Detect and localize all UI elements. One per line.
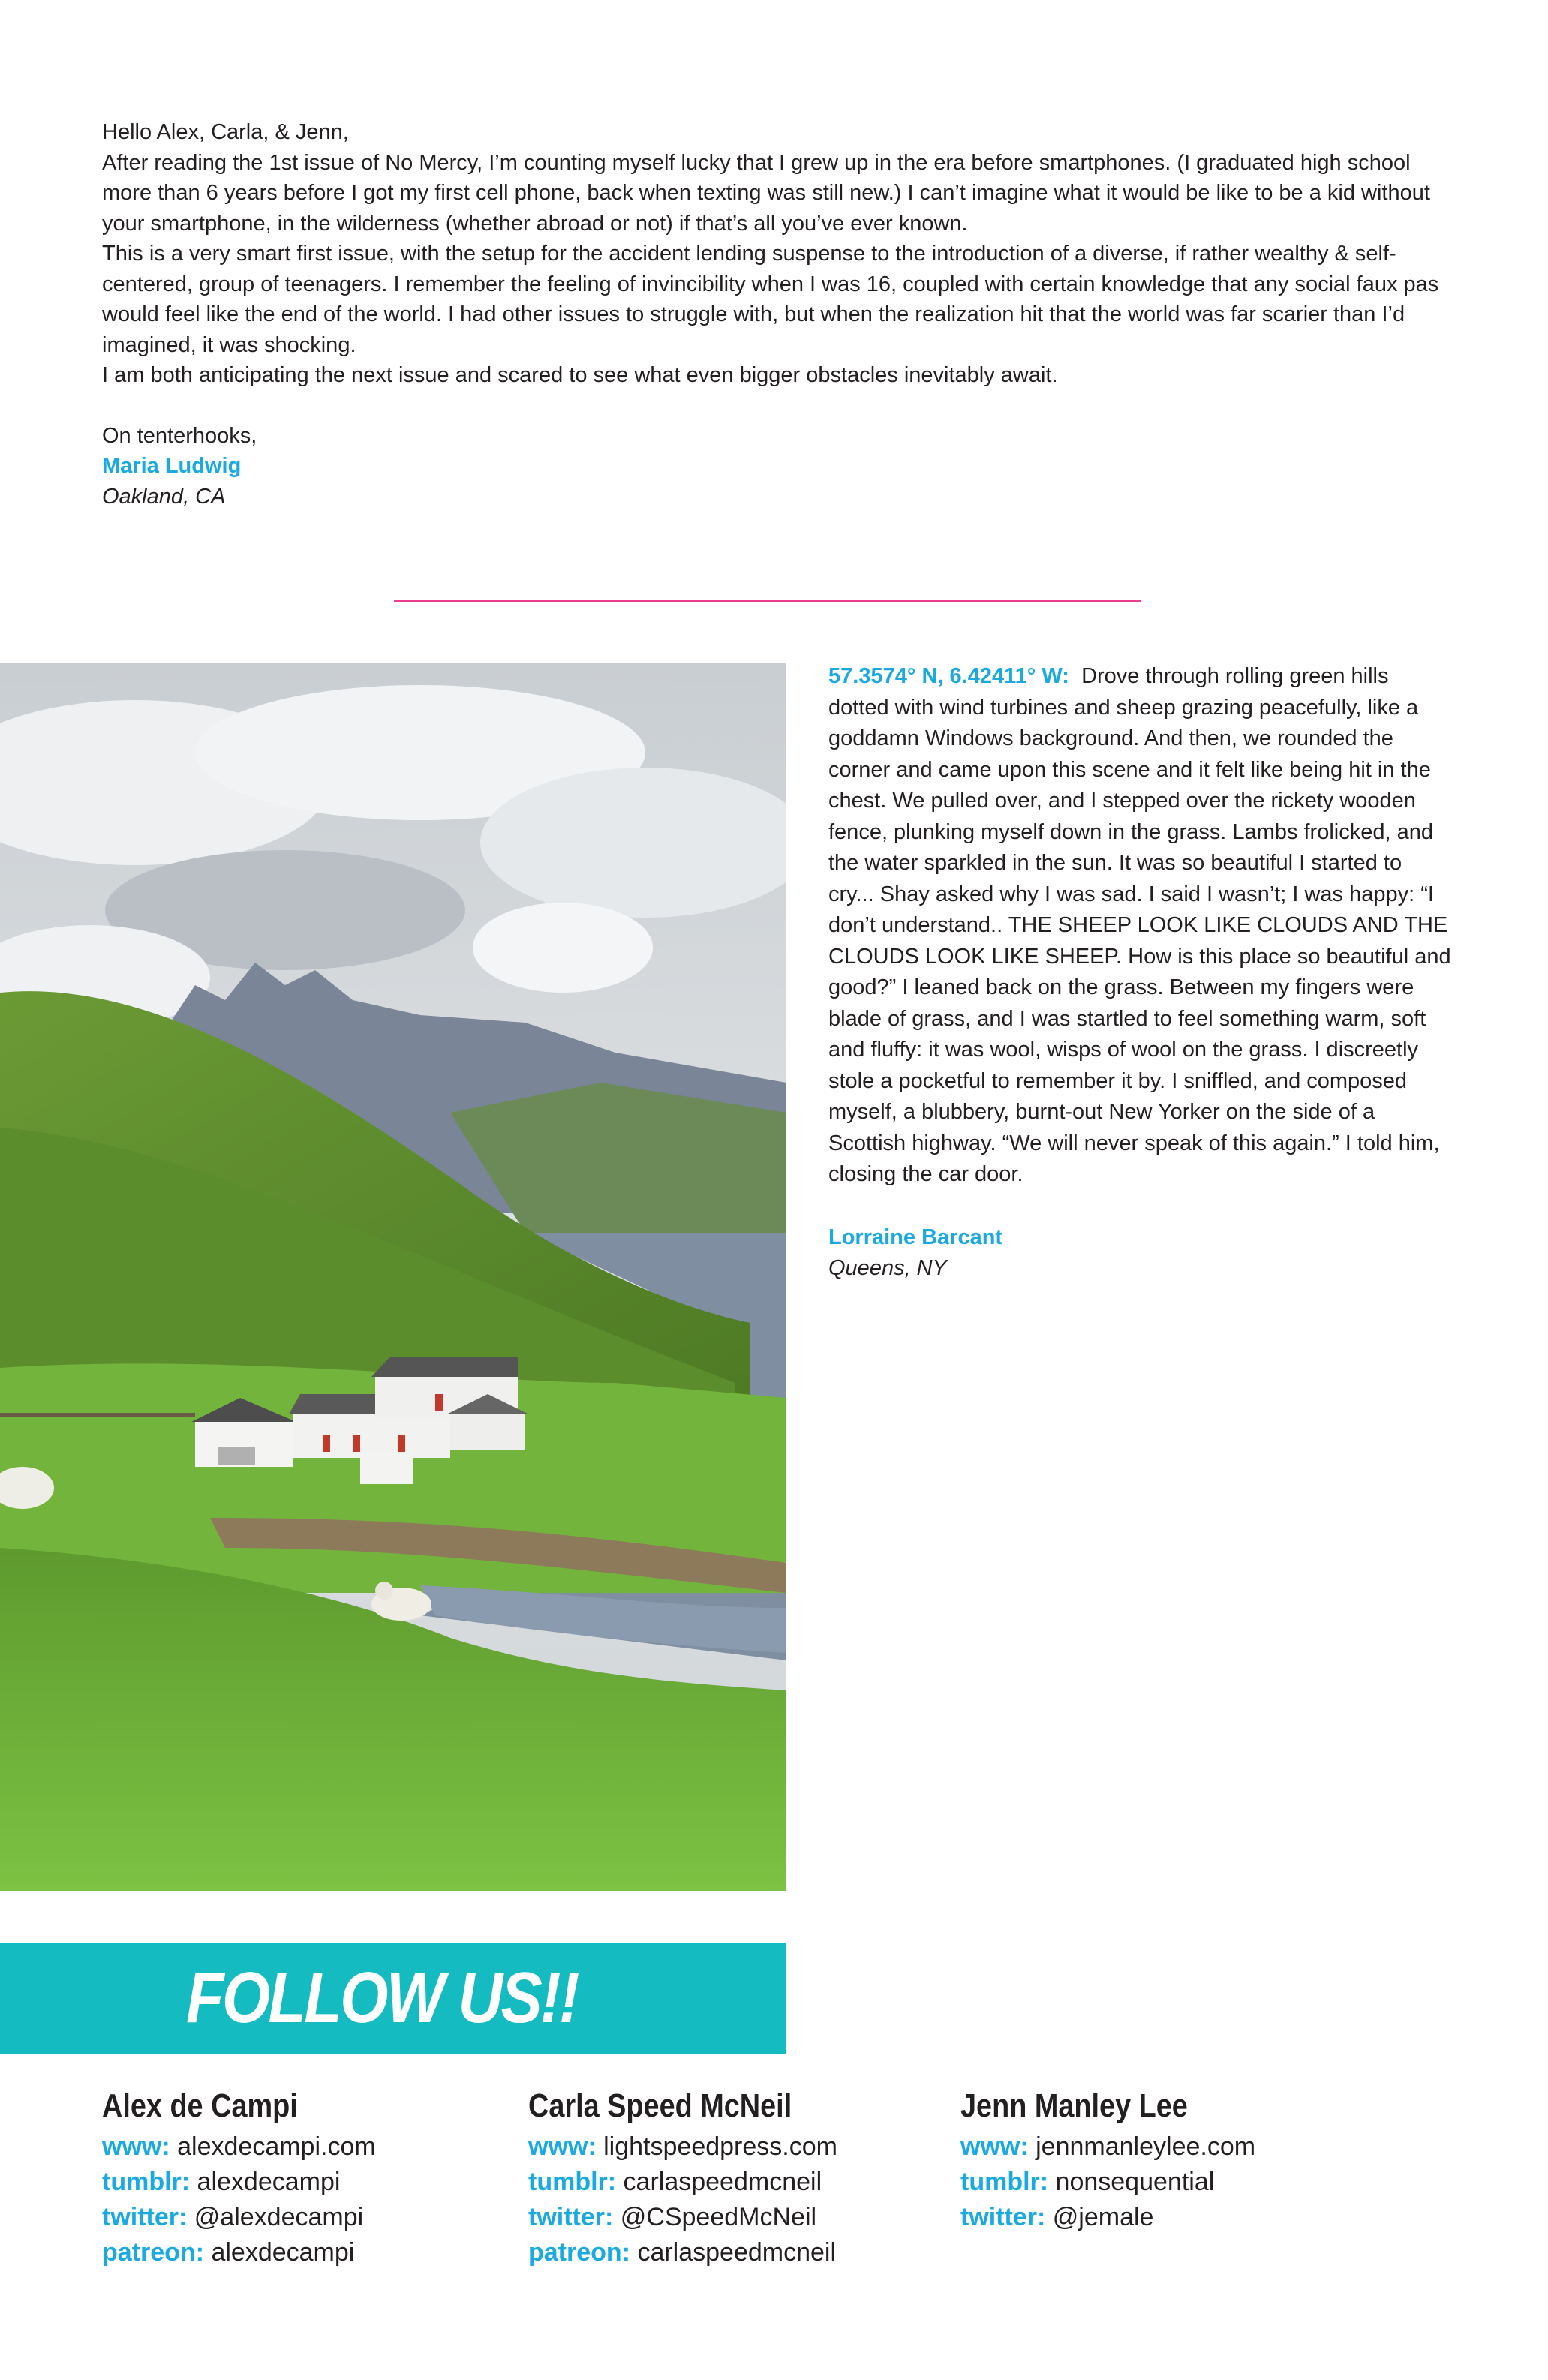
link-www[interactable]: www: lightspeedpress.com (528, 2132, 837, 2161)
story-author: Lorraine Barcant (828, 1225, 1003, 1249)
link-twitter[interactable]: twitter: @alexdecampi (102, 2203, 364, 2231)
link-twitter[interactable]: twitter: @jemale (960, 2203, 1154, 2231)
creator-name: Jenn Manley Lee (960, 2087, 1188, 2124)
link-www[interactable]: www: jennmanleylee.com (960, 2132, 1256, 2161)
creator-name: Alex de Campi (102, 2087, 298, 2124)
spacer (102, 391, 1445, 421)
landscape-photo (0, 663, 786, 1891)
spacer (828, 1191, 1451, 1222)
reader-letter (102, 117, 1445, 512)
letter-paragraph: After reading the 1st issue of No Mercy, I’m counting myself lucky that I grew up in the era before smartphones. (I graduated high school more than 6 years before I got my first cell phone, back when texting was still new.) I can’t imagine what it would be like to be a kid without your smartphone, in the wilderness (whether abroad or not) if that’s all you’ve ever known. (102, 150, 1430, 236)
section-divider (394, 600, 1141, 602)
link-tumblr[interactable]: tumblr: carlaspeedmcneil (528, 2168, 822, 2196)
link-www[interactable]: www: alexdecampi.com (102, 2132, 376, 2161)
link-patreon[interactable]: patreon: alexdecampi (102, 2238, 355, 2267)
letter-closing: On tenterhooks, (102, 423, 257, 448)
letter-author: Maria Ludwig (102, 454, 242, 478)
link-patreon[interactable]: patreon: carlaspeedmcneil (528, 2238, 837, 2267)
reader-story (828, 661, 1451, 1285)
letter-paragraph: I am both anticipating the next issue and scared to see what even bigger obstacles inevitably await. (102, 363, 1058, 387)
follow-banner (0, 1943, 786, 2054)
letter-paragraph: This is a very smart first issue, with the setup for the accident lending suspense to the introduction of a diverse, if rather wealthy & self-centered, group of teenagers. I remember the feeling of invincibility when I was 16, coupled with certain knowledge that any social faux pas would feel like the end of the world. I had other issues to struggle with, but when the realization hit that the world was far scarier than I’d imagined, it was shocking. (102, 242, 1439, 357)
link-tumblr[interactable]: tumblr: alexdecampi (102, 2168, 341, 2196)
creator-name: Carla Speed McNeil (528, 2087, 792, 2124)
letter-greeting: Hello Alex, Carla, & Jenn, (102, 120, 349, 144)
letter-location: Oakland, CA (102, 484, 226, 509)
story-coordinates: 57.3574° N, 6.42411° W: (828, 664, 1069, 688)
link-tumblr[interactable]: tumblr: nonsequential (960, 2168, 1215, 2196)
story-location: Queens, NY (828, 1256, 947, 1280)
story-body (828, 661, 1451, 1191)
story-text: Drove through rolling green hills dotted with wind turbines and sheep grazing peacefully, like a goddamn Windows background. And then, we rounded the corner and came upon this scene and it felt like being hit in the chest. We pulled over, and I stepped over the rickety wooden fence, plunking myself down in the grass. Lambs frolicked, and the water sparkled in the sun. It was so beautiful I started to cry... Shay asked why I was sad. I said I wasn’t; I was happy: “I don’t understand.. THE SHEEP LOOK LIKE CLOUDS AND THE CLOUDS LOOK LIKE SHEEP. How is this place so beautiful and good?” I leaned back on the grass. Between my fingers were blade of grass, and I was startled to feel something warm, soft and fluffy: it was wool, wisps of wool on the grass. I discreetly stole a pocketful to remember it by. I sniffled, and composed myself, a blubbery, burnt-out New Yorker on the side of a Scottish highway. “We will never speak of this again.” I told him, closing the car door. (828, 664, 1451, 1186)
creator-alex (102, 2086, 376, 2270)
link-twitter[interactable]: twitter: @CSpeedMcNeil (528, 2203, 817, 2231)
creator-jenn (960, 2086, 1255, 2235)
follow-title: FOLLOW US!! (186, 1958, 578, 2038)
creator-carla (528, 2086, 837, 2270)
